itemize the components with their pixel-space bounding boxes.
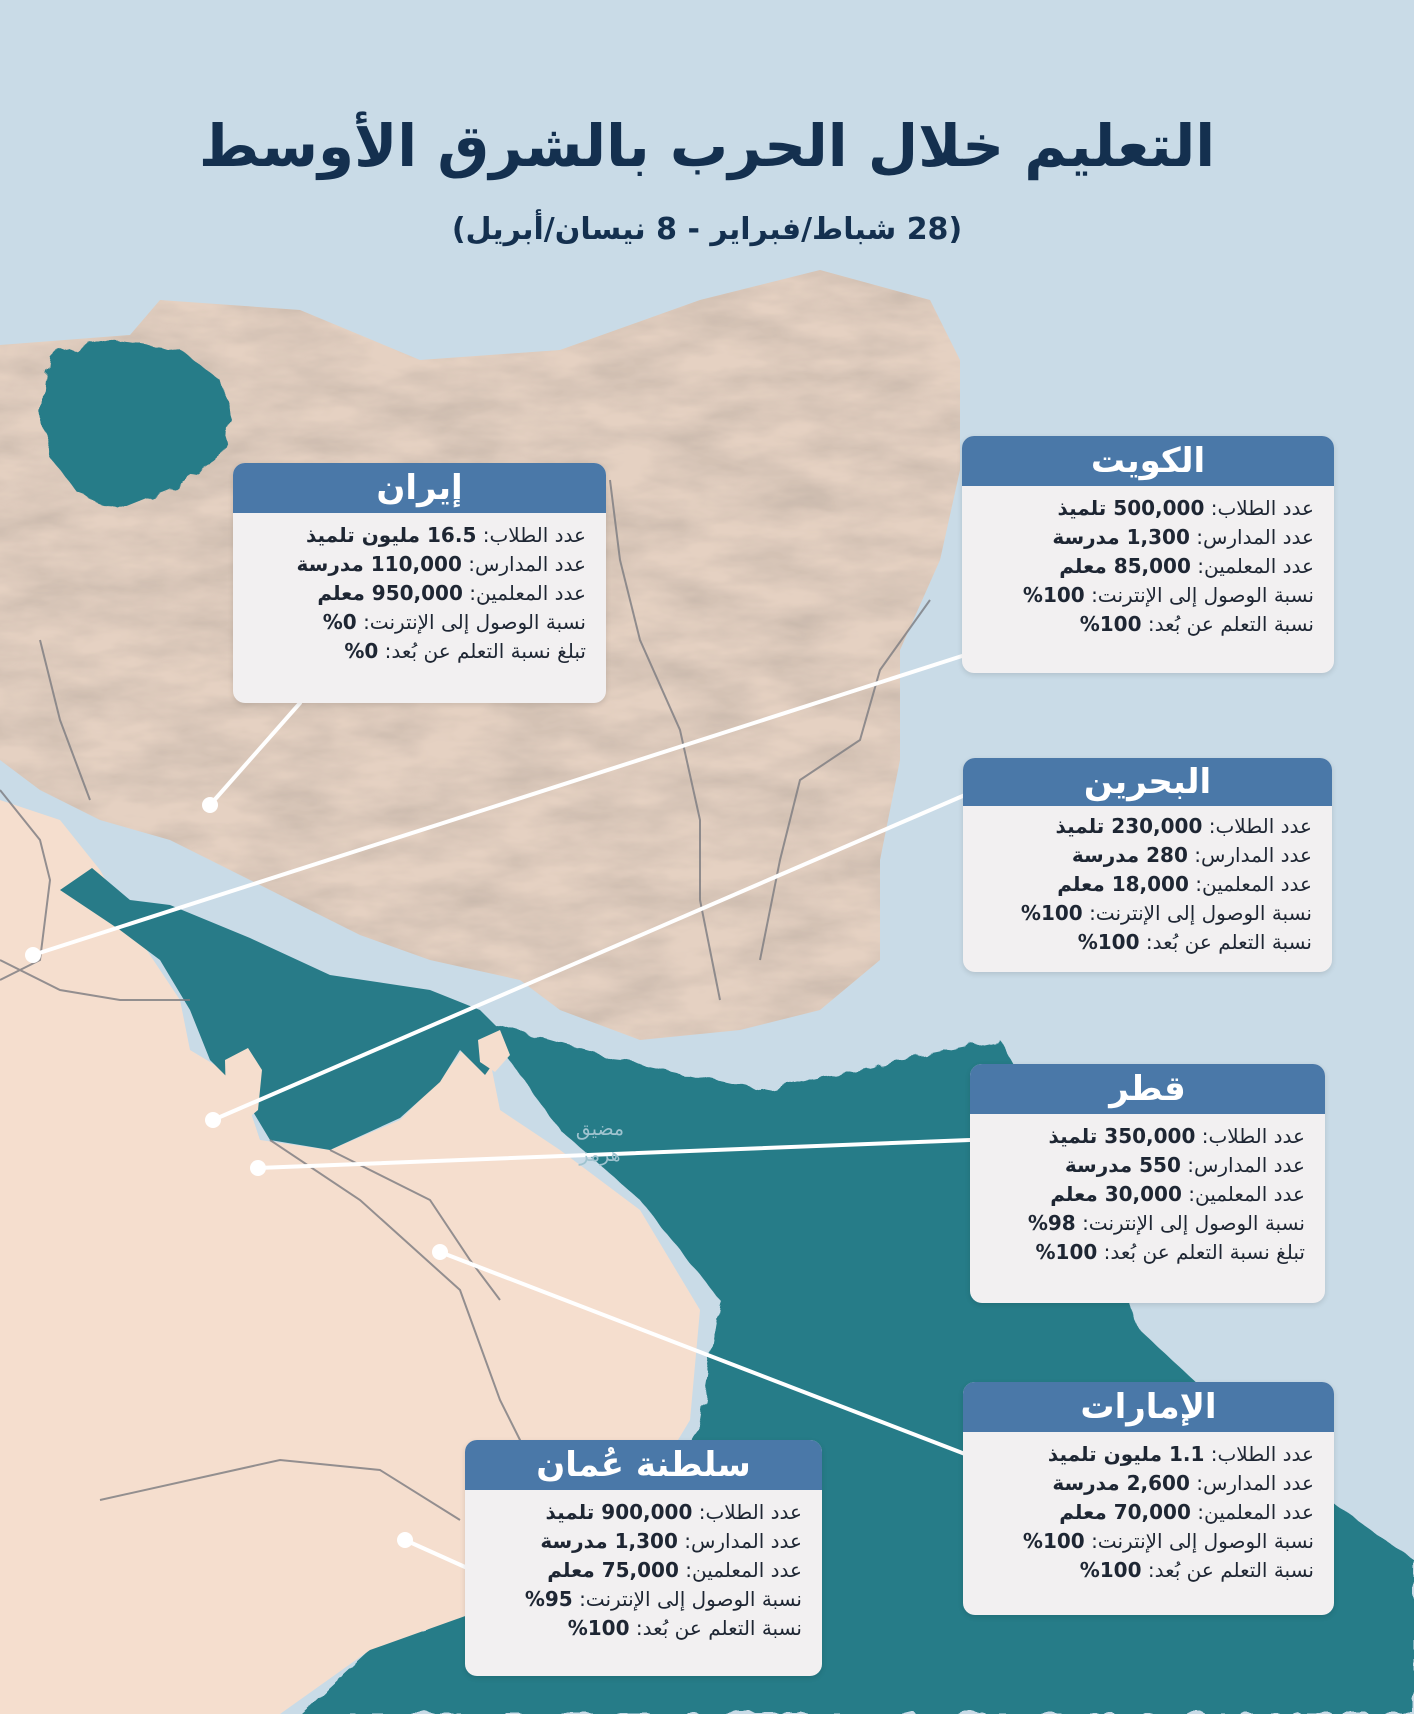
stat-value: 110,000 مدرسة	[296, 552, 462, 576]
card-bahrain	[963, 758, 1332, 972]
stat-label: عدد المدارس:	[1187, 1153, 1305, 1177]
stat-internet	[983, 899, 1312, 928]
stat-label: عدد المدارس:	[1194, 843, 1312, 867]
stat-label: عدد الطلاب:	[1208, 814, 1312, 838]
stat-label: عدد المعلمين:	[1197, 554, 1314, 578]
stat-label: نسبة الوصول إلى الإنترنت:	[1089, 901, 1312, 925]
card-kuwait-title: الكويت	[962, 436, 1334, 486]
card-oman-stats	[465, 1490, 822, 1653]
stat-schools	[982, 523, 1314, 552]
stat-label: تبلغ نسبة التعلم عن بُعد:	[384, 639, 586, 663]
strait-of-hormuz-label	[545, 1116, 655, 1168]
card-kuwait-stats	[962, 486, 1334, 649]
stat-value: 100%	[1020, 901, 1083, 925]
card-qatar-stats	[970, 1114, 1325, 1277]
stat-label: نسبة الوصول إلى الإنترنت:	[579, 1587, 802, 1611]
stat-schools	[990, 1151, 1305, 1180]
stat-value: 0%	[322, 610, 357, 634]
stat-value: 16.5 مليون تلميذ	[305, 523, 477, 547]
stat-value: 98%	[1027, 1211, 1076, 1235]
card-bahrain-stats	[963, 806, 1332, 967]
stat-value: 75,000 معلم	[547, 1558, 679, 1582]
stat-label: تبلغ نسبة التعلم عن بُعد:	[1103, 1240, 1305, 1264]
card-uae	[963, 1382, 1334, 1615]
stat-internet	[485, 1585, 802, 1614]
card-iran	[233, 463, 606, 703]
stat-value: 2,600 مدرسة	[1052, 1471, 1190, 1495]
strait-label-line1: مضيق	[575, 1118, 625, 1140]
stat-value: 230,000 تلميذ	[1055, 814, 1203, 838]
stat-label: عدد الطلاب:	[1201, 1124, 1305, 1148]
stat-label: نسبة التعلم عن بُعد:	[635, 1616, 802, 1640]
stat-value: 100%	[1022, 1529, 1085, 1553]
stat-remote-learning	[253, 637, 586, 666]
stat-label: عدد المدارس:	[1196, 1471, 1314, 1495]
stat-label: عدد المعلمين:	[1195, 872, 1312, 896]
stat-teachers	[485, 1556, 802, 1585]
stat-students	[253, 521, 586, 550]
card-oman	[465, 1440, 822, 1676]
stat-teachers	[982, 552, 1314, 581]
stat-label: نسبة الوصول إلى الإنترنت:	[1091, 1529, 1314, 1553]
dot-qatar	[250, 1160, 266, 1176]
stat-value: 100%	[1022, 583, 1085, 607]
stat-label: عدد الطلاب:	[698, 1500, 802, 1524]
stat-value: 350,000 تلميذ	[1048, 1124, 1196, 1148]
stat-value: 500,000 تلميذ	[1057, 496, 1205, 520]
stat-label: عدد الطلاب:	[1210, 496, 1314, 520]
card-iran-stats	[233, 513, 606, 676]
stat-students	[983, 812, 1312, 841]
stat-internet	[253, 608, 586, 637]
stat-teachers	[253, 579, 586, 608]
strait-label-line2: هرمز	[579, 1144, 621, 1166]
stat-label: عدد المدارس:	[468, 552, 586, 576]
stat-remote-learning	[990, 1238, 1305, 1267]
stat-value: 70,000 معلم	[1059, 1500, 1191, 1524]
stat-value: 1,300 مدرسة	[1052, 525, 1190, 549]
page-title: التعليم خلال الحرب بالشرق الأوسط	[198, 112, 1216, 180]
stat-label: عدد الطلاب:	[482, 523, 586, 547]
stat-label: عدد المعلمين:	[1197, 1500, 1314, 1524]
stat-remote-learning	[983, 928, 1312, 957]
stat-value: 1,300 مدرسة	[540, 1529, 678, 1553]
stat-label: عدد المدارس:	[1196, 525, 1314, 549]
stat-value: 900,000 تلميذ	[545, 1500, 693, 1524]
stat-teachers	[990, 1180, 1305, 1209]
card-oman-title: سلطنة عُمان	[465, 1440, 822, 1490]
stat-value: 85,000 معلم	[1059, 554, 1191, 578]
stat-value: 100%	[1079, 612, 1142, 636]
stat-label: نسبة التعلم عن بُعد:	[1145, 930, 1312, 954]
stat-internet	[982, 581, 1314, 610]
stat-value: 30,000 معلم	[1050, 1182, 1182, 1206]
stat-value: 18,000 معلم	[1057, 872, 1189, 896]
dot-uae	[432, 1244, 448, 1260]
stat-value: 280 مدرسة	[1071, 843, 1188, 867]
stat-schools	[983, 841, 1312, 870]
stat-value: 100%	[1077, 930, 1140, 954]
stat-value: 550 مدرسة	[1064, 1153, 1181, 1177]
stat-remote-learning	[485, 1614, 802, 1643]
stat-students	[485, 1498, 802, 1527]
card-uae-title: الإمارات	[963, 1382, 1334, 1432]
card-iran-title: إيران	[233, 463, 606, 513]
stat-value: 0%	[344, 639, 379, 663]
stat-value: 100%	[1079, 1558, 1142, 1582]
stat-students	[982, 494, 1314, 523]
stat-label: نسبة الوصول إلى الإنترنت:	[1082, 1211, 1305, 1235]
stat-label: نسبة التعلم عن بُعد:	[1147, 612, 1314, 636]
card-bahrain-title: البحرين	[963, 758, 1332, 806]
stat-value: 950,000 معلم	[317, 581, 463, 605]
stat-label: نسبة الوصول إلى الإنترنت:	[1091, 583, 1314, 607]
page-subtitle: (28 شباط/فبراير - 8 نيسان/أبريل)	[451, 212, 963, 247]
dot-oman	[397, 1532, 413, 1548]
stat-label: عدد المعلمين:	[1188, 1182, 1305, 1206]
stat-internet	[983, 1527, 1314, 1556]
stat-label: عدد المعلمين:	[469, 581, 586, 605]
stat-schools	[253, 550, 586, 579]
stat-students	[983, 1440, 1314, 1469]
stat-label: نسبة الوصول إلى الإنترنت:	[363, 610, 586, 634]
dot-kuwait	[25, 947, 41, 963]
stat-value: 100%	[1035, 1240, 1098, 1264]
stat-label: عدد الطلاب:	[1210, 1442, 1314, 1466]
stat-label: نسبة التعلم عن بُعد:	[1147, 1558, 1314, 1582]
stat-value: 100%	[567, 1616, 630, 1640]
dot-bahrain	[205, 1112, 221, 1128]
stat-label: عدد المدارس:	[684, 1529, 802, 1553]
stat-schools	[983, 1469, 1314, 1498]
dot-iran	[202, 797, 218, 813]
card-uae-stats	[963, 1432, 1334, 1595]
stat-value: 1.1 مليون تلميذ	[1047, 1442, 1205, 1466]
stat-teachers	[983, 870, 1312, 899]
stat-remote-learning	[982, 610, 1314, 639]
stat-students	[990, 1122, 1305, 1151]
card-kuwait	[962, 436, 1334, 673]
stat-internet	[990, 1209, 1305, 1238]
stat-value: 95%	[524, 1587, 573, 1611]
card-qatar	[970, 1064, 1325, 1303]
stat-remote-learning	[983, 1556, 1314, 1585]
stat-label: عدد المعلمين:	[685, 1558, 802, 1582]
stat-schools	[485, 1527, 802, 1556]
stat-teachers	[983, 1498, 1314, 1527]
card-qatar-title: قطر	[970, 1064, 1325, 1114]
